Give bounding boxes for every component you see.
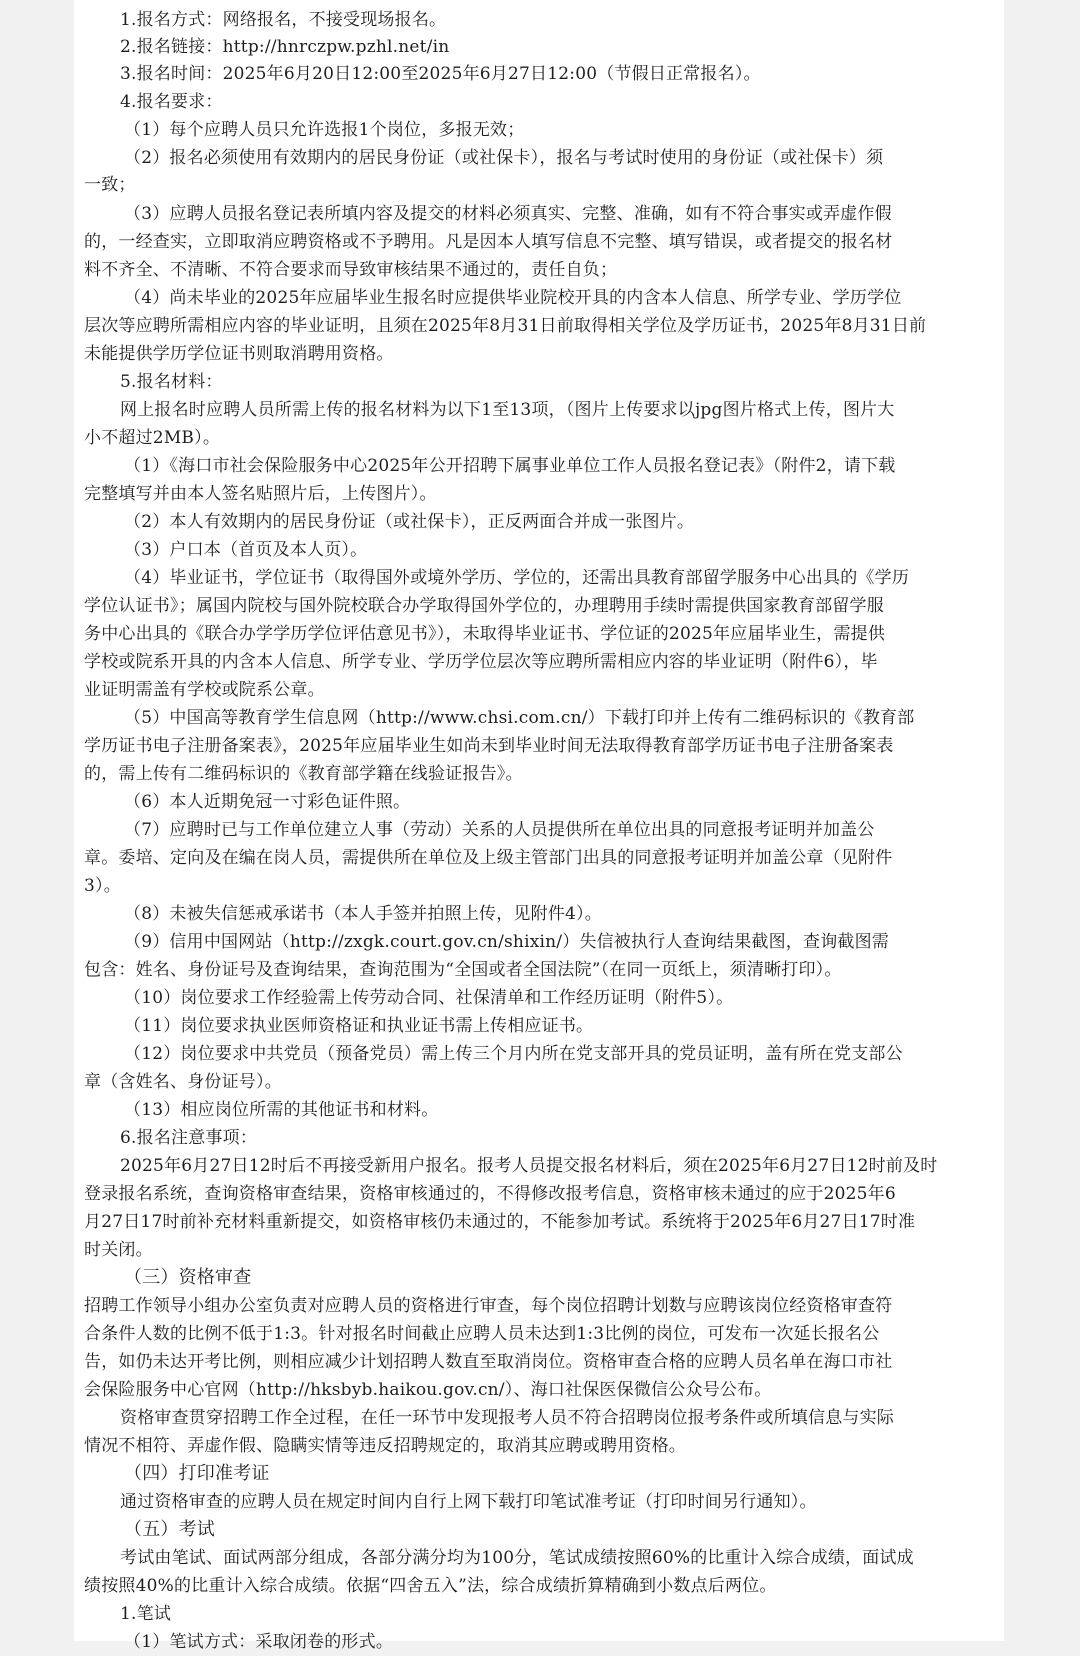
text-line: 料不齐全、不清晰、不符合要求而导致审核结果不通过的，责任自负； (84, 260, 618, 280)
text-line: （10）岗位要求工作经验需上传劳动合同、社保清单和工作经历证明（附件5）。 (124, 988, 734, 1008)
text-line: 5.报名材料： (120, 372, 223, 392)
text-line: 2025年6月27日12时后不再接受新用户报名。报考人员提交报名材料后，须在2025年6月27日12时前及时 (120, 1156, 938, 1176)
text-line: （8）未被失信惩戒承诺书（本人手签并拍照上传，见附件4）。 (124, 904, 602, 924)
text-line: 层次等应聘所需相应内容的毕业证明，且须在2025年8月31日前取得相关学位及学历证书，2025年8月31日前 (84, 316, 927, 336)
text-line: 2.报名链接：http://hnrczpw.pzhl.net/in (120, 37, 450, 57)
text-line: 学校或院系开具的内含本人信息、所学专业、学历学位层次等应聘所需相应内容的毕业证明（附件6），毕 (84, 652, 878, 672)
text-line: 告，如仍未达开考比例，则相应减少计划招聘人数直至取消岗位。资格审查合格的应聘人员名单在海口市社 (84, 1352, 893, 1372)
text-line: 招聘工作领导小组办公室负责对应聘人员的资格进行审查，每个岗位招聘计划数与应聘该岗位经资格审查符 (84, 1296, 893, 1316)
text-line: 务中心出具的《联合办学学历学位评估意见书》），未取得毕业证书、学位证的2025年应届毕业生，需提供 (84, 624, 886, 644)
text-line: 月27日17时前补充材料重新提交，如资格审核仍未通过的，不能参加考试。系统将于2025年6月27日17时准 (84, 1212, 916, 1232)
text-line: 网上报名时应聘人员所需上传的报名材料为以下1至13项，（图片上传要求以jpg图片格式上传，图片大 (120, 400, 895, 420)
text-line: （3）应聘人员报名登记表所填内容及提交的材料必须真实、完整、准确，如有不符合事实或弄虚作假 (124, 204, 892, 224)
text-line: 绩按照40%的比重计入综合成绩。依据“四舍五入”法，综合成绩折算精确到小数点后两位。 (84, 1576, 777, 1596)
text-line: （1）《海口市社会保险服务中心2025年公开招聘下属事业单位工作人员报名登记表》（附件2，请下载 (124, 456, 896, 476)
text-line: 考试由笔试、面试两部分组成，各部分满分均为100分，笔试成绩按照60%的比重计入综合成绩，面试成 (120, 1548, 914, 1568)
text-line: （2）报名必须使用有效期内的居民身份证（或社保卡），报名与考试时使用的身份证（或社保卡）须 (124, 148, 884, 168)
text-line: 学位认证书》；属国内院校与国外院校联合办学取得国外学位的，办理聘用手续时需提供国家教育部留学服 (84, 596, 884, 616)
text-line: （6）本人近期免冠一寸彩色证件照。 (124, 792, 411, 812)
text-line: 3）。 (84, 876, 121, 896)
text-line: 1.报名方式：网络报名，不接受现场报名。 (120, 10, 447, 30)
section-heading: （四）打印准考证 (124, 1463, 270, 1484)
text-line: （4）尚未毕业的2025年应届毕业生报名时应提供毕业院校开具的内含本人信息、所学专业、学历学位 (124, 288, 902, 308)
text-line: （3）户口本（首页及本人页）。 (124, 540, 368, 560)
section-heading: （三）资格审查 (124, 1267, 252, 1288)
text-line: （4）毕业证书，学位证书（取得国外或境外学历、学位的，还需出具教育部留学服务中心出具的《学历 (124, 568, 910, 588)
text-line: 章（含姓名、身份证号）。 (84, 1072, 282, 1092)
text-line: 1.笔试 (120, 1604, 172, 1624)
text-line: （1）每个应聘人员只允许选报1个岗位，多报无效； (124, 120, 525, 140)
text-line: 通过资格审查的应聘人员在规定时间内自行上网下载打印笔试准考证（打印时间另行通知）。 (120, 1492, 817, 1512)
text-line: 完整填写并由本人签名贴照片后，上传图片）。 (84, 484, 437, 504)
text-line: （13）相应岗位所需的其他证书和材料。 (124, 1100, 439, 1120)
text-line: 情况不相符、弄虚作假、隐瞒实情等违反招聘规定的，取消其应聘或聘用资格。 (84, 1436, 686, 1456)
text-line: 学历证书电子注册备案表》，2025年应届毕业生如尚未到毕业时间无法取得教育部学历证书电子注册备案表 (84, 736, 894, 756)
text-line: 会保险服务中心官网（http://hksbyb.haikou.gov.cn/）、海口社保医保微信公众号公布。 (84, 1380, 772, 1400)
text-line: （9）信用中国网站（http://zxgk.court.gov.cn/shixin/）失信被执行人查询结果截图，查询截图需 (124, 932, 890, 952)
text-line: 合条件人数的比例不低于1:3。针对报名时间截止应聘人员未达到1:3比例的岗位，可发布一次延长报名公 (84, 1324, 880, 1344)
text-line: （11）岗位要求执业医师资格证和执业证书需上传相应证书。 (124, 1016, 594, 1036)
text-line: 业证明需盖有学校或院系公章。 (84, 680, 325, 700)
text-line: （1）笔试方式：采取闭卷的形式。 (124, 1632, 394, 1652)
text-line: （5）中国高等教育学生信息网（http://www.chsi.com.cn/）下载打印并上传有二维码标识的《教育部 (124, 708, 915, 728)
section-heading: （五）考试 (124, 1519, 215, 1540)
text-line: 的，需上传有二维码标识的《教育部学籍在线验证报告》。 (84, 764, 523, 784)
text-line: 时关闭。 (84, 1240, 153, 1260)
text-line: 4.报名要求： (120, 92, 223, 112)
text-line: 一致； (84, 175, 136, 195)
text-line: （2）本人有效期内的居民身份证（或社保卡），正反两面合并成一张图片。 (124, 512, 695, 532)
text-line: （12）岗位要求中共党员（预备党员）需上传三个月内所在党支部开具的党员证明，盖有所在党支部公 (124, 1044, 903, 1064)
text-line: 的，一经查实，立即取消应聘资格或不予聘用。凡是因本人填写信息不完整、填写错误，或者提交的报名材 (84, 232, 893, 252)
text-line: 6.报名注意事项： (120, 1128, 258, 1148)
text-line: 小不超过2MB）。 (84, 428, 221, 448)
text-line: 登录报名系统，查询资格审查结果，资格审核通过的，不得修改报考信息，资格审核未通过的应于2025年6 (84, 1184, 896, 1204)
text-line: 3.报名时间：2025年6月20日12:00至2025年6月27日12:00（节假日正常报名）。 (120, 64, 761, 84)
text-line: 未能提供学历学位证书则取消聘用资格。 (84, 344, 394, 364)
text-line: 资格审查贯穿招聘工作全过程，在任一环节中发现报考人员不符合招聘岗位报考条件或所填信息与实际 (120, 1408, 894, 1428)
text-line: 包含：姓名、身份证号及查询结果，查询范围为“全国或者全国法院”（在同一页纸上，须清晰打印）。 (84, 960, 842, 980)
text-line: 章。委培、定向及在编在岗人员，需提供所在单位及上级主管部门出具的同意报考证明并加盖公章（见附件 (84, 848, 893, 868)
text-line: （7）应聘时已与工作单位建立人事（劳动）关系的人员提供所在单位出具的同意报考证明并加盖公 (124, 820, 875, 840)
